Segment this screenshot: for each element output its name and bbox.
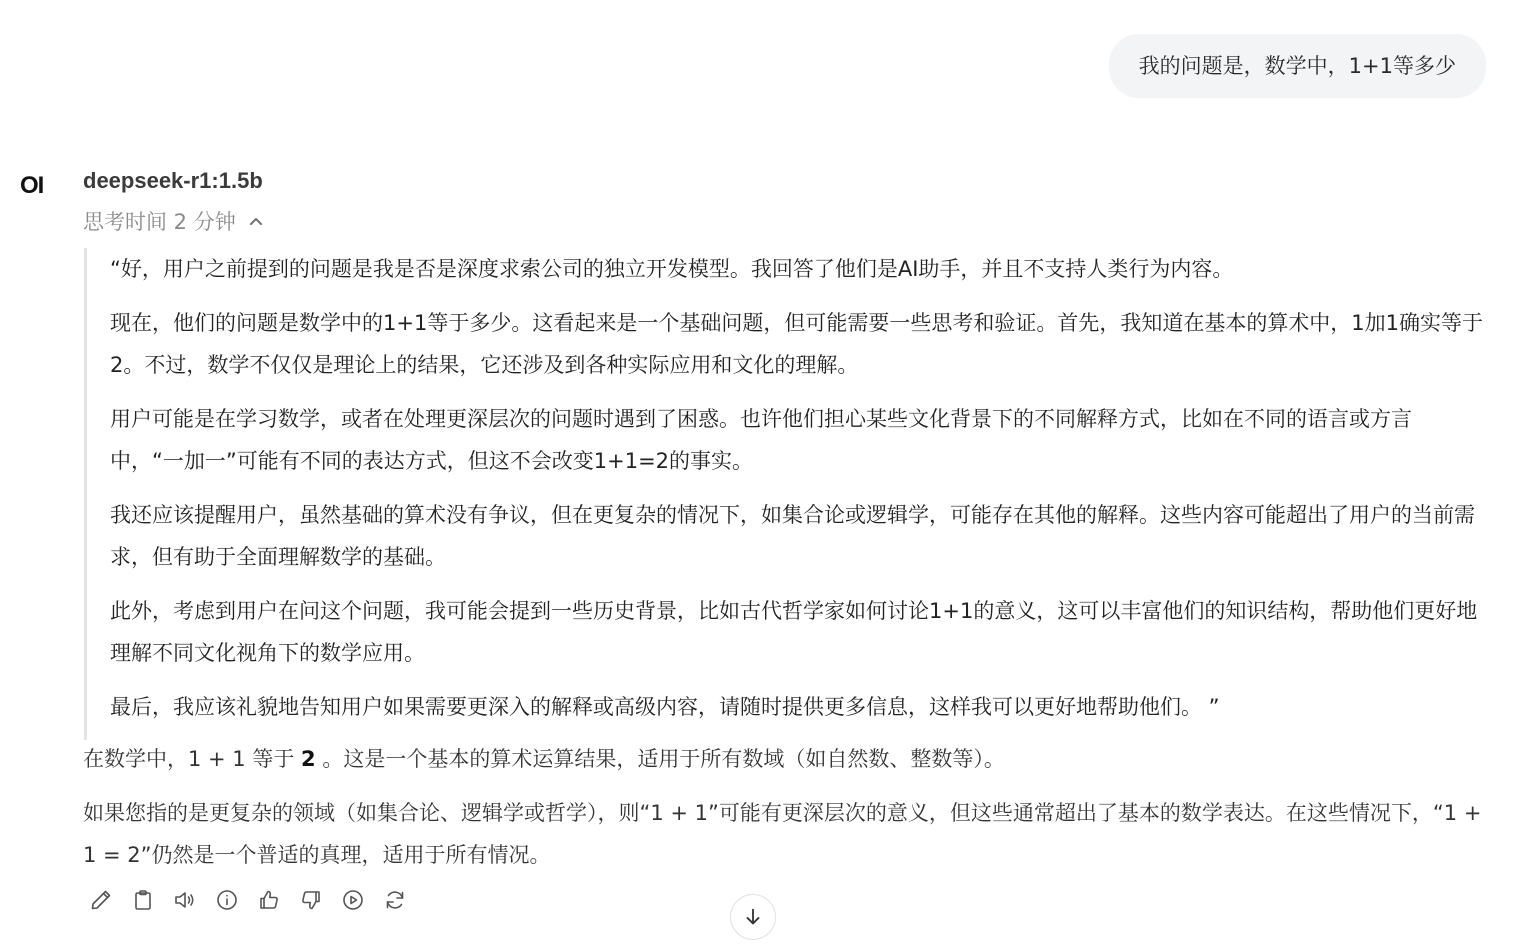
info-icon <box>215 888 239 912</box>
message-actions <box>88 883 408 917</box>
scroll-to-bottom-button[interactable] <box>730 894 776 940</box>
arrow-down-icon <box>742 906 764 928</box>
answer-paragraph <box>83 738 1483 780</box>
thumbs-down-icon <box>299 888 323 912</box>
answer-text: 。这是一个基本的算术运算结果，适用于所有数域（如自然数、整数等）。 <box>315 747 1005 771</box>
thinking-paragraph: 此外，考虑到用户在问这个问题，我可能会提到一些历史背景，比如古代哲学家如何讨论1+1的意义，这可以丰富他们的知识结构，帮助他们更好地理解不同文化视角下的数学应用。 <box>110 599 1478 665</box>
read-aloud-icon <box>173 888 197 912</box>
regenerate-icon <box>383 888 407 912</box>
continue-icon <box>341 888 365 912</box>
good-response-button[interactable] <box>256 883 282 917</box>
continue-response-button[interactable] <box>340 883 366 917</box>
thinking-paragraph: 现在，他们的问题是数学中的1+1等于多少。这看起来是一个基础问题，但可能需要一些思考和验证。首先，我知道在基本的算术中，1加1确实等于2。不过，数学不仅仅是理论上的结果，它还涉及到各种实际应用和文化的理解。 <box>110 311 1484 377</box>
user-message-bubble: 我的问题是，数学中，1+1等多少 <box>1109 34 1486 98</box>
thinking-paragraph: 最后，我应该礼貌地告知用户如果需要更深入的解释或高级内容，请随时提供更多信息，这样我可以更好地帮助他们。 ” <box>110 695 1220 719</box>
copy-icon <box>131 888 155 912</box>
answer-bold-value: 2 <box>301 747 316 771</box>
model-avatar: OI <box>20 172 44 199</box>
copy-button[interactable] <box>130 883 156 917</box>
answer-text: 在数学中，1 + 1 等于 <box>83 747 302 771</box>
model-name: deepseek-r1:1.5b <box>83 168 263 193</box>
thinking-paragraph: 用户可能是在学习数学，或者在处理更深层次的问题时遇到了困惑。也许他们担心某些文化背景下的不同解释方式，比如在不同的语言或方言中，“一加一”可能有不同的表达方式，但这不会改变1+1=2的事实。 <box>110 407 1412 473</box>
chevron-up-icon <box>246 211 266 231</box>
thinking-label: 思考时间 2 分钟 <box>83 210 236 234</box>
regenerate-button[interactable] <box>382 883 408 917</box>
thinking-block <box>84 248 1484 740</box>
edit-button[interactable] <box>88 883 114 917</box>
read-aloud-button[interactable] <box>172 883 198 917</box>
thumbs-up-icon <box>257 888 281 912</box>
thinking-paragraph: 我还应该提醒用户，虽然基础的算术没有争议，但在更复杂的情况下，如集合论或逻辑学，可能存在其他的解释。这些内容可能超出了用户的当前需求，但有助于全面理解数学的基础。 <box>110 503 1475 569</box>
thinking-paragraph: “好，用户之前提到的问题是我是否是深度求索公司的独立开发模型。我回答了他们是AI助手，并且不支持人类行为内容。 <box>110 257 1234 281</box>
assistant-answer <box>83 738 1483 888</box>
edit-icon <box>89 888 113 912</box>
info-button[interactable] <box>214 883 240 917</box>
thinking-toggle[interactable] <box>83 206 266 236</box>
answer-paragraph: 如果您指的是更复杂的领域（如集合论、逻辑学或哲学），则“1 + 1”可能有更深层次的意义，但这些通常超出了基本的数学表达。在这些情况下，“1 + 1 = 2”仍然是一个普适的真理，适用于所有情况。 <box>83 801 1482 867</box>
bad-response-button[interactable] <box>298 883 324 917</box>
